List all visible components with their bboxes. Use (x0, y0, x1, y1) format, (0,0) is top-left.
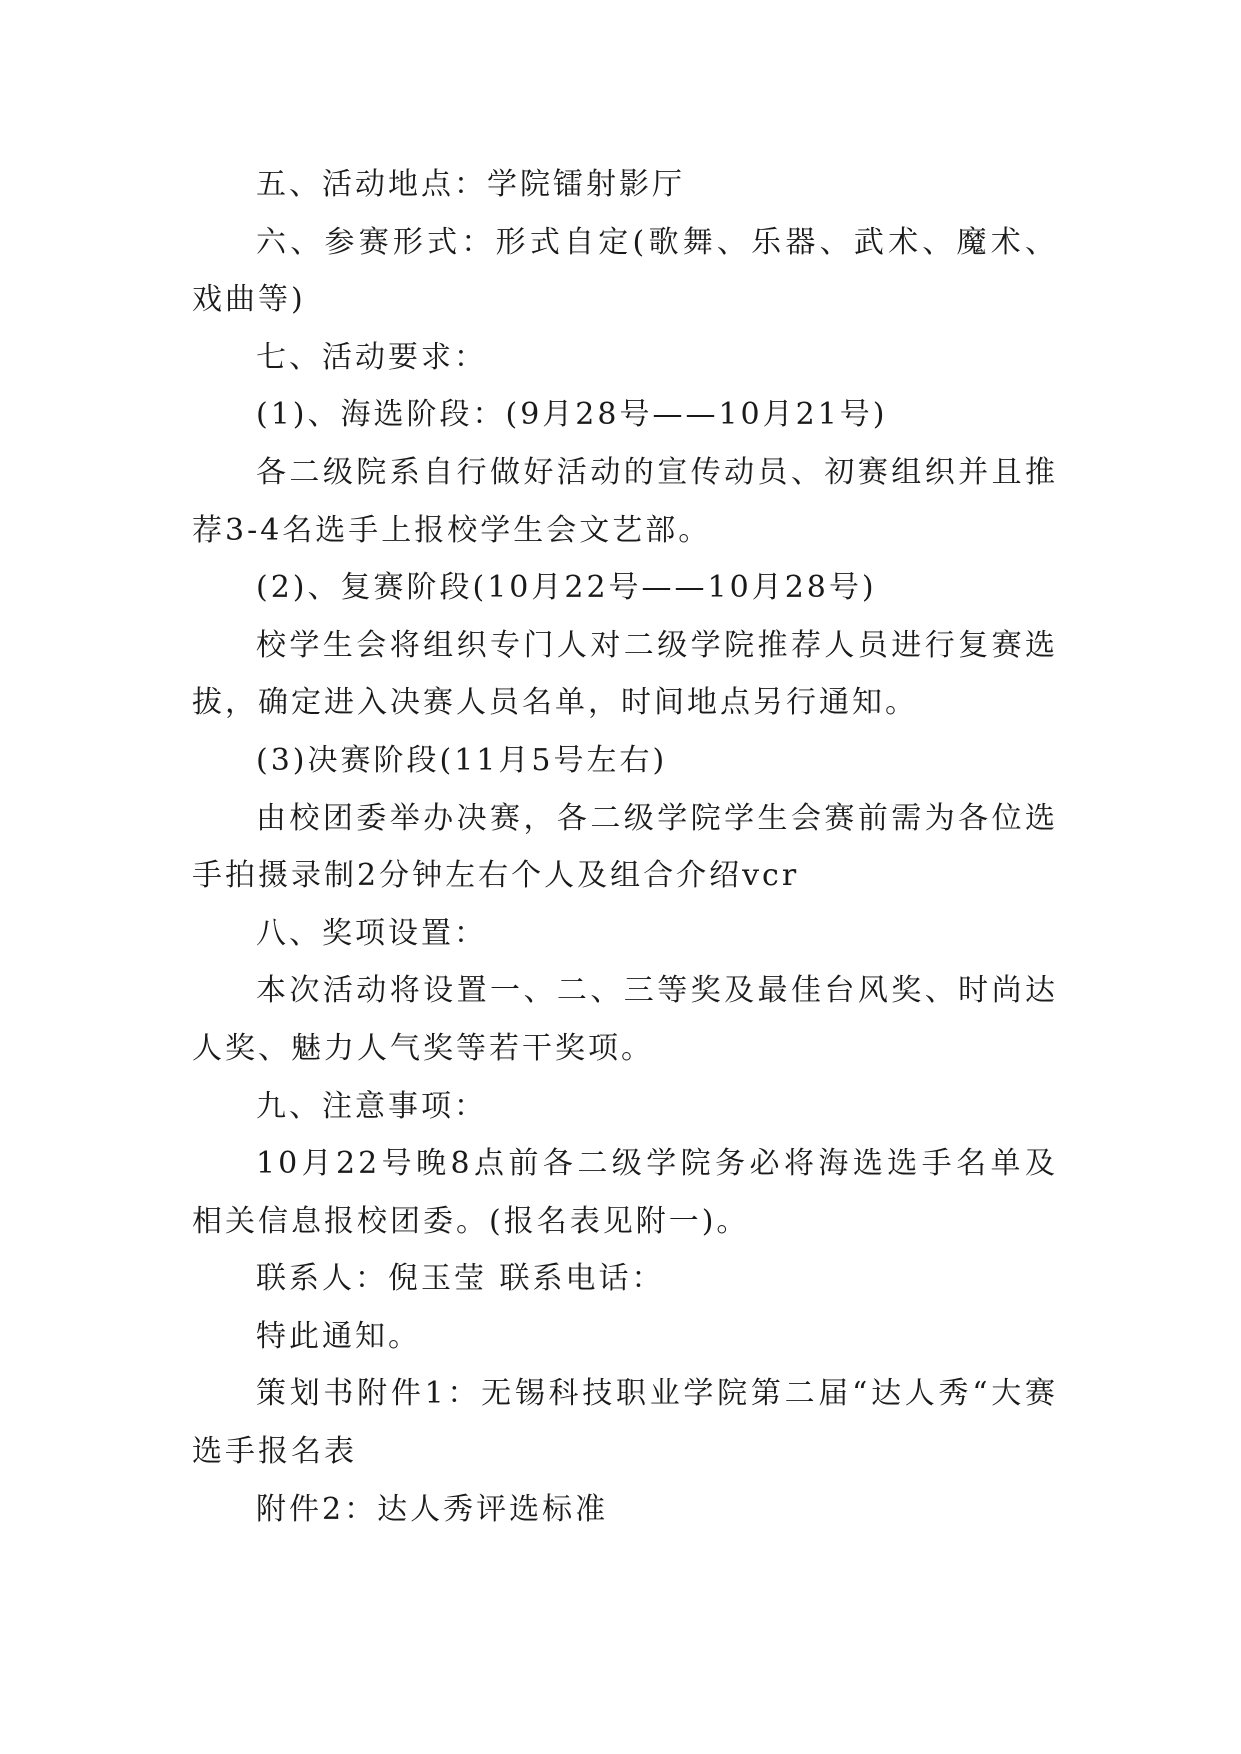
section-heading-awards: 八、奖项设置： (256, 915, 487, 951)
section-heading-format: 六、参赛形式：形式自定(歌舞、乐器、武术、魔术、戏曲等) (192, 224, 1058, 318)
document-body (192, 156, 1058, 1538)
stage-semifinal-text: 校学生会将组织专门人对二级学院推荐人员进行复赛选拔，确定进入决赛人员名单，时间地点另行通知。 (192, 627, 1058, 721)
section-heading-notes: 九、注意事项： (256, 1088, 487, 1124)
stage-final-text: 由校团委举办决赛，各二级学院学生会赛前需为各位选手拍摄录制2分钟左右个人及组合介绍vcr (192, 800, 1058, 894)
notes-text: 10月22号晚8点前各二级学院务必将海选选手名单及相关信息报校团委。(报名表见附一)。 (192, 1146, 1058, 1239)
awards-text: 本次活动将设置一、二、三等奖及最佳台风奖、时尚达人奖、魅力人气奖等若干奖项。 (192, 973, 1058, 1066)
closing-notice: 特此通知。 (256, 1318, 421, 1354)
attachment-2: 附件2：达人秀评选标准 (256, 1491, 609, 1527)
stage-audition-heading: (1)、海选阶段：(9月28号——10月21号) (256, 397, 888, 433)
contact-line: 联系人：倪玉莹 联系电话： (256, 1261, 665, 1297)
section-heading-venue: 五、活动地点：学院镭射影厅 (256, 167, 685, 202)
attachment-1: 策划书附件1：无锡科技职业学院第二届“达人秀“大赛选手报名表 (192, 1376, 1058, 1470)
stage-audition-text: 各二级院系自行做好活动的宣传动员、初赛组织并且推荐3-4名选手上报校学生会文艺部。 (192, 454, 1058, 548)
stage-semifinal-heading: (2)、复赛阶段(10月22号——10月28号) (256, 570, 877, 606)
section-heading-requirements: 七、活动要求： (256, 339, 487, 375)
stage-final-heading: (3)决赛阶段(11月5号左右) (256, 742, 668, 778)
